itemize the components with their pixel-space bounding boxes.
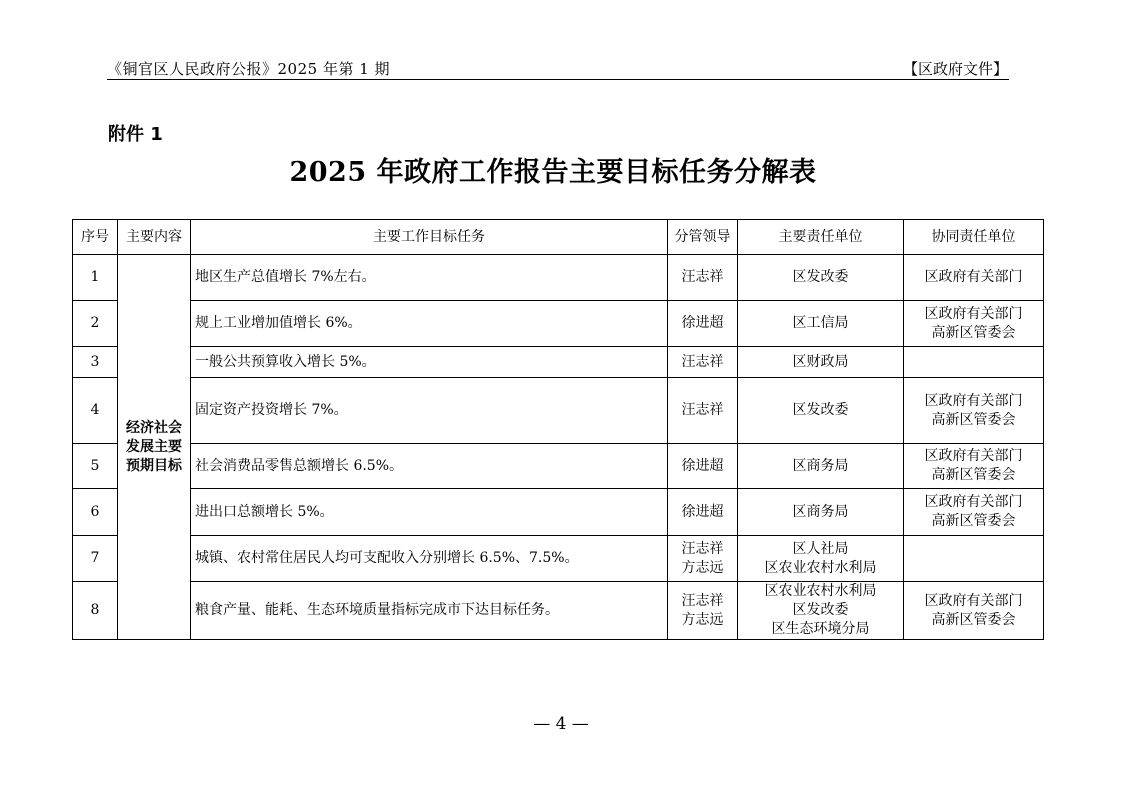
main-unit-cell-line: 区人社局: [792, 540, 849, 557]
main-unit-cell: [738, 444, 904, 489]
leader-cell-line: 方志远: [681, 559, 724, 576]
task-description: 规上工业增加值增长 6%。: [191, 301, 668, 347]
leader-cell-line: 徐进超: [681, 503, 724, 520]
co-unit-cell-line: 高新区管委会: [931, 411, 1016, 428]
leader-cell: [668, 444, 738, 489]
leader-cell: [668, 347, 738, 378]
main-unit-cell-line: 区商务局: [792, 457, 849, 474]
col-header-main-content: 主要内容: [118, 220, 191, 255]
leader-cell-line: 汪志祥: [681, 353, 724, 370]
leader-cell: [668, 582, 738, 640]
row-number: 6: [73, 489, 118, 536]
document-title: 2025 年政府工作报告主要目标任务分解表: [289, 157, 817, 188]
table-row: [73, 582, 1044, 640]
leader-cell: [668, 255, 738, 301]
co-unit-cell: [904, 536, 1044, 582]
main-unit-cell-line: 区工信局: [792, 315, 849, 331]
co-unit-cell-line: 高新区管委会: [931, 513, 1016, 529]
task-description: 地区生产总值增长 7%左右。: [191, 255, 668, 301]
co-unit-cell: [904, 378, 1044, 444]
leader-cell: [668, 378, 738, 444]
section-label: 【区政府文件】: [902, 60, 1008, 78]
page-number: — 4 —: [533, 714, 589, 734]
table-row: [73, 378, 1044, 444]
co-unit-cell-line: 区政府有关部门: [924, 269, 1023, 285]
category-line: 经济社会: [126, 419, 182, 436]
leader-cell-line: 方志远: [681, 611, 724, 628]
main-unit-cell-line: 区财政局: [792, 353, 849, 370]
leader-cell-line: 汪志祥: [681, 269, 724, 285]
co-unit-cell-line: 高新区管委会: [931, 467, 1016, 483]
task-description: 一般公共预算收入增长 5%。: [191, 347, 668, 378]
task-description: 粮食产量、能耗、生态环境质量指标完成市下达目标任务。: [191, 582, 668, 640]
table-row: [73, 301, 1044, 347]
row-number: 5: [73, 444, 118, 489]
row-number: 2: [73, 301, 118, 347]
col-header-main-unit: 主要责任单位: [738, 220, 904, 255]
main-unit-cell: [738, 301, 904, 347]
category-line: 发展主要: [126, 438, 182, 455]
table-row: [73, 489, 1044, 536]
col-header-leader: 分管领导: [668, 220, 738, 255]
co-unit-cell-line: 区政府有关部门: [924, 592, 1023, 609]
row-number: 4: [73, 378, 118, 444]
main-unit-cell-line: 区生态环境分局: [771, 621, 870, 637]
main-unit-cell-line: 区商务局: [792, 503, 849, 520]
main-unit-cell-line: 区发改委: [792, 602, 849, 618]
row-number: 7: [73, 536, 118, 582]
main-unit-cell: [738, 489, 904, 536]
co-unit-cell-line: 高新区管委会: [931, 611, 1016, 628]
main-unit-cell-line: 区发改委: [792, 269, 849, 285]
attachment-label: 附件 1: [108, 124, 163, 145]
col-header-co-unit: 协同责任单位: [904, 220, 1044, 255]
task-description: 城镇、农村常住居民人均可支配收入分别增长 6.5%、7.5%。: [191, 536, 668, 582]
main-unit-cell-line: 区农业农村水利局: [764, 559, 877, 576]
leader-cell: [668, 301, 738, 347]
co-unit-cell: [904, 255, 1044, 301]
leader-cell: [668, 489, 738, 536]
category-line: 预期目标: [126, 457, 182, 474]
co-unit-cell: [904, 489, 1044, 536]
main-unit-cell: [738, 582, 904, 640]
row-number: 3: [73, 347, 118, 378]
task-breakdown-table: [72, 219, 1044, 640]
co-unit-cell-line: 区政府有关部门: [924, 305, 1023, 322]
main-unit-cell: [738, 347, 904, 378]
leader-cell-line: 汪志祥: [681, 592, 724, 609]
main-unit-cell-line: 区发改委: [792, 402, 849, 418]
table-row: [73, 255, 1044, 301]
task-description: 固定资产投资增长 7%。: [191, 378, 668, 444]
table-header-row: [73, 220, 1044, 255]
main-unit-cell: [738, 255, 904, 301]
header-divider: [107, 79, 1009, 80]
leader-cell-line: 徐进超: [681, 457, 724, 474]
task-description: 进出口总额增长 5%。: [191, 489, 668, 536]
leader-cell-line: 徐进超: [681, 315, 724, 331]
main-unit-cell: [738, 536, 904, 582]
co-unit-cell: [904, 347, 1044, 378]
table-row: [73, 347, 1044, 378]
leader-cell-line: 汪志祥: [681, 402, 724, 418]
col-header-number: 序号: [73, 220, 118, 255]
main-unit-cell-line: 区农业农村水利局: [764, 583, 877, 599]
co-unit-cell: [904, 444, 1044, 489]
co-unit-cell-line: 区政府有关部门: [924, 448, 1023, 464]
co-unit-cell-line: 区政府有关部门: [924, 494, 1023, 510]
col-header-task: 主要工作目标任务: [191, 220, 668, 255]
co-unit-cell: [904, 301, 1044, 347]
gazette-header-title: 《铜官区人民政府公报》2025 年第 1 期: [107, 60, 391, 78]
leader-cell-line: 汪志祥: [681, 540, 724, 557]
main-unit-cell: [738, 378, 904, 444]
table-row: [73, 444, 1044, 489]
co-unit-cell-line: 区政府有关部门: [924, 392, 1023, 409]
main-content-category: [118, 255, 191, 640]
co-unit-cell: [904, 582, 1044, 640]
leader-cell: [668, 536, 738, 582]
co-unit-cell-line: 高新区管委会: [931, 324, 1016, 341]
task-description: 社会消费品零售总额增长 6.5%。: [191, 444, 668, 489]
table-row: [73, 536, 1044, 582]
row-number: 1: [73, 255, 118, 301]
row-number: 8: [73, 582, 118, 640]
